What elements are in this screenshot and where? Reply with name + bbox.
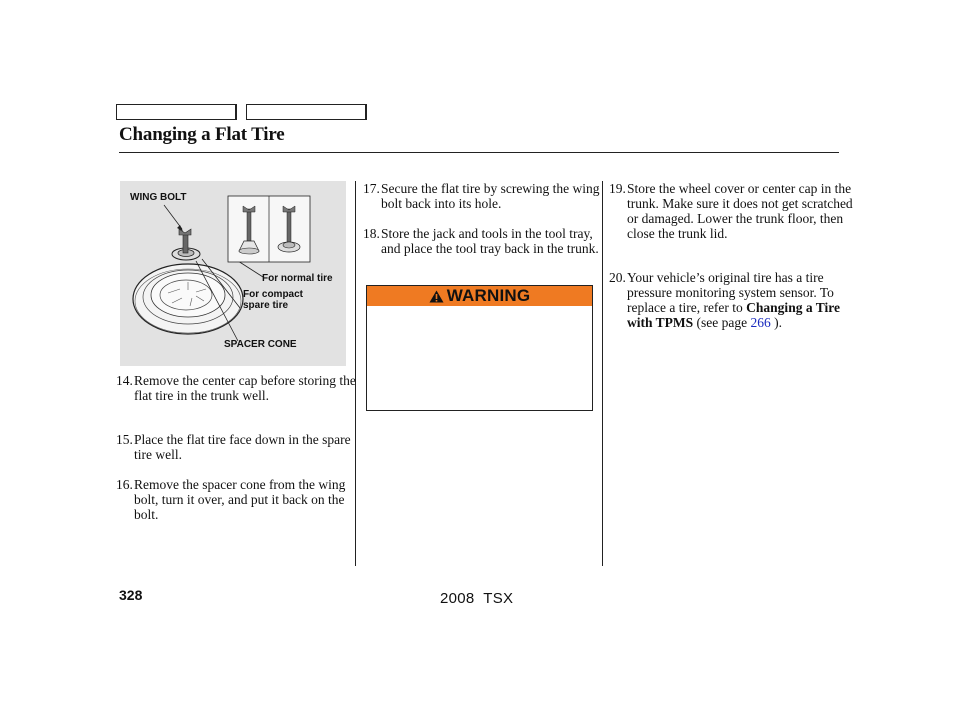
label-wing-bolt: WING BOLT <box>130 192 187 203</box>
label-normal-tire: For normal tire <box>262 273 333 284</box>
step-18: 18.Store the jack and tools in the tool tray, and place the tool tray back in the trunk. <box>363 226 599 256</box>
page-title: Changing a Flat Tire <box>119 124 285 145</box>
tpms-reference: Changing a Tire with TPMS <box>627 300 840 330</box>
step-14: 14.Remove the center cap before storing the flat tire in the trunk well. <box>116 373 356 403</box>
title-divider <box>119 152 839 153</box>
nav-tab-main-menu[interactable] <box>116 104 237 120</box>
spare-tire-illustration <box>120 181 346 366</box>
label-compact-line2: spare tire <box>243 300 289 311</box>
step-20: 20.Your vehicle’s original tire has a tire pressure monitoring system sensor. To replace a tire, refer to Changing a Tire with TPMS (see page 266 ). <box>609 270 840 330</box>
page-link-266[interactable]: 266 <box>750 315 771 330</box>
label-spacer-cone: SPACER CONE <box>224 339 297 350</box>
warning-header <box>367 286 592 306</box>
label-compact-line1: For compact <box>243 289 304 300</box>
step-16: 16.Remove the spacer cone from the wing bolt, turn it over, and put it back on the bolt. <box>116 477 346 522</box>
warning-box <box>366 285 593 411</box>
step-19: 19.Store the wheel cover or center cap in the trunk. Make sure it does not get scratched or damaged. Lower the trunk floor, then close the trunk lid. <box>609 181 853 241</box>
warning-triangle-icon <box>429 290 444 303</box>
page-number: 328 <box>119 587 143 603</box>
nav-tab-index[interactable] <box>246 104 367 120</box>
label-compact-spare <box>243 289 303 311</box>
footer-model: 2008 TSX <box>440 590 514 607</box>
step-15: 15.Place the flat tire face down in the spare tire well. <box>116 432 351 462</box>
step-17: 17.Secure the flat tire by screwing the wing bolt back into its hole. <box>363 181 600 211</box>
warning-label: WARNING <box>446 286 531 305</box>
